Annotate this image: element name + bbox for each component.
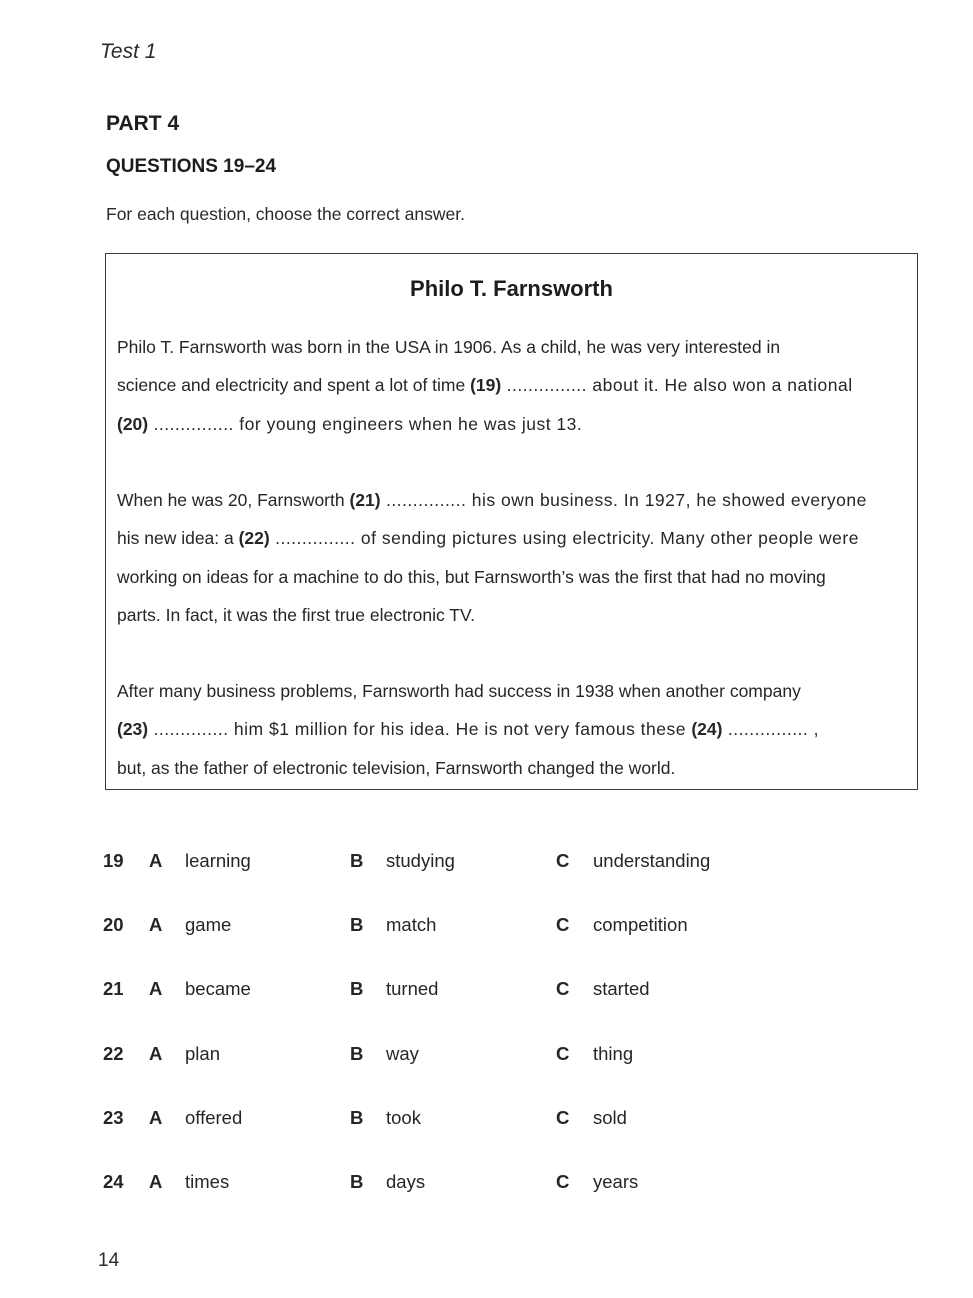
text-line: [117, 519, 912, 557]
text-line: [117, 749, 912, 787]
paragraph-1: [117, 328, 912, 443]
text-line: [117, 328, 912, 366]
option-letter-c: C: [556, 1106, 570, 1128]
text-span: When he was 20, Farnsworth: [117, 490, 350, 510]
gap-number-21: (21): [349, 490, 381, 510]
paragraph-2: [117, 481, 912, 634]
question-number: 20: [103, 914, 124, 936]
reading-text-box: [105, 253, 918, 790]
text-span: but, as the father of electronic television, Farnsworth changed the world.: [117, 757, 676, 778]
option-letter-b: B: [350, 1042, 364, 1064]
text-span: parts. In fact, it was the first true electronic TV.: [117, 604, 475, 625]
option-a[interactable]: offered: [185, 1106, 243, 1128]
article-title: Philo T. Farnsworth: [410, 276, 613, 301]
option-letter-b: B: [350, 1170, 364, 1192]
option-letter-a: A: [149, 914, 163, 936]
paragraph-3: [117, 672, 912, 787]
option-a[interactable]: game: [185, 914, 232, 936]
text-span: Philo T. Farnsworth was born in the USA in 1906. As a child, he was very interested in: [117, 337, 781, 357]
gap-number-19: (19): [470, 375, 502, 396]
text-span: After many business problems, Farnsworth had success in 1938 when another company: [117, 681, 801, 701]
option-b[interactable]: turned: [386, 978, 439, 1000]
option-letter-c: C: [556, 914, 570, 936]
option-b[interactable]: way: [386, 1042, 419, 1064]
text-line: [117, 481, 912, 519]
question-row-21: [103, 974, 863, 1038]
questions-range-title: QUESTIONS 19–24: [106, 156, 277, 177]
question-number: 24: [103, 1170, 124, 1192]
page-number: 14: [98, 1250, 120, 1271]
text-span: ............... about it. He also won a national: [501, 375, 853, 396]
instruction-text: For each question, choose the correct answer.: [106, 204, 465, 224]
option-b[interactable]: match: [386, 914, 437, 936]
question-row-22: [103, 1039, 863, 1103]
running-header: Test 1: [100, 40, 157, 63]
text-line: [117, 710, 912, 748]
gap-number-20: (20): [117, 413, 149, 434]
option-letter-c: C: [556, 850, 570, 871]
option-c[interactable]: years: [593, 1170, 639, 1192]
text-line: [117, 405, 912, 443]
text-span: ............... of sending pictures using electricity. Many other people were: [269, 528, 859, 549]
option-c[interactable]: sold: [593, 1106, 627, 1128]
option-b[interactable]: studying: [386, 850, 455, 871]
question-number: 22: [103, 1042, 124, 1064]
option-letter-c: C: [556, 1170, 570, 1192]
option-letter-a: A: [149, 978, 163, 1000]
option-letter-b: B: [350, 914, 364, 936]
question-row-24: [103, 1167, 863, 1231]
gap-number-22: (22): [238, 528, 270, 549]
option-b[interactable]: took: [386, 1106, 421, 1128]
option-letter-c: C: [556, 1042, 570, 1064]
gap-number-24: (24): [691, 719, 723, 740]
question-number: 21: [103, 978, 124, 1000]
text-line: [117, 596, 912, 634]
text-span: his new idea: a: [117, 528, 239, 549]
option-letter-a: A: [149, 1106, 163, 1128]
option-b[interactable]: days: [386, 1170, 426, 1192]
option-letter-a: A: [149, 1170, 163, 1192]
text-line: [117, 558, 912, 596]
option-letter-a: A: [149, 850, 163, 871]
answer-options: [103, 846, 863, 1231]
option-letter-b: B: [350, 978, 364, 1000]
question-row-19: [103, 846, 863, 910]
option-letter-c: C: [556, 978, 570, 1000]
gap-number-23: (23): [117, 719, 149, 740]
text-span: working on ideas for a machine to do this, but Farnsworth’s was the first that had no moving: [117, 566, 826, 587]
text-line: [117, 672, 912, 710]
question-row-23: [103, 1103, 863, 1167]
option-letter-b: B: [350, 1106, 364, 1128]
option-c[interactable]: thing: [593, 1042, 634, 1064]
option-a[interactable]: became: [185, 978, 251, 1000]
option-a[interactable]: times: [185, 1170, 230, 1192]
option-a[interactable]: learning: [185, 850, 251, 871]
text-span: science and electricity and spent a lot of time: [117, 375, 471, 396]
part-title: PART 4: [106, 112, 180, 135]
question-number: 23: [103, 1106, 124, 1128]
text-span: ............... ,: [722, 719, 820, 740]
option-letter-a: A: [149, 1042, 163, 1064]
question-row-20: [103, 910, 863, 974]
option-c[interactable]: competition: [593, 914, 688, 936]
text-span: ............... his own business. In 1927, he showed everyone: [380, 490, 867, 510]
option-c[interactable]: understanding: [593, 850, 711, 871]
text-span: ............... for young engineers when he was just 13.: [148, 413, 583, 434]
question-number: 19: [103, 850, 124, 871]
text-line: [117, 366, 912, 404]
option-letter-b: B: [350, 850, 364, 871]
text-span: .............. him $1 million for his idea. He is not very famous these: [148, 719, 692, 740]
option-c[interactable]: started: [593, 978, 650, 1000]
option-a[interactable]: plan: [185, 1042, 220, 1064]
